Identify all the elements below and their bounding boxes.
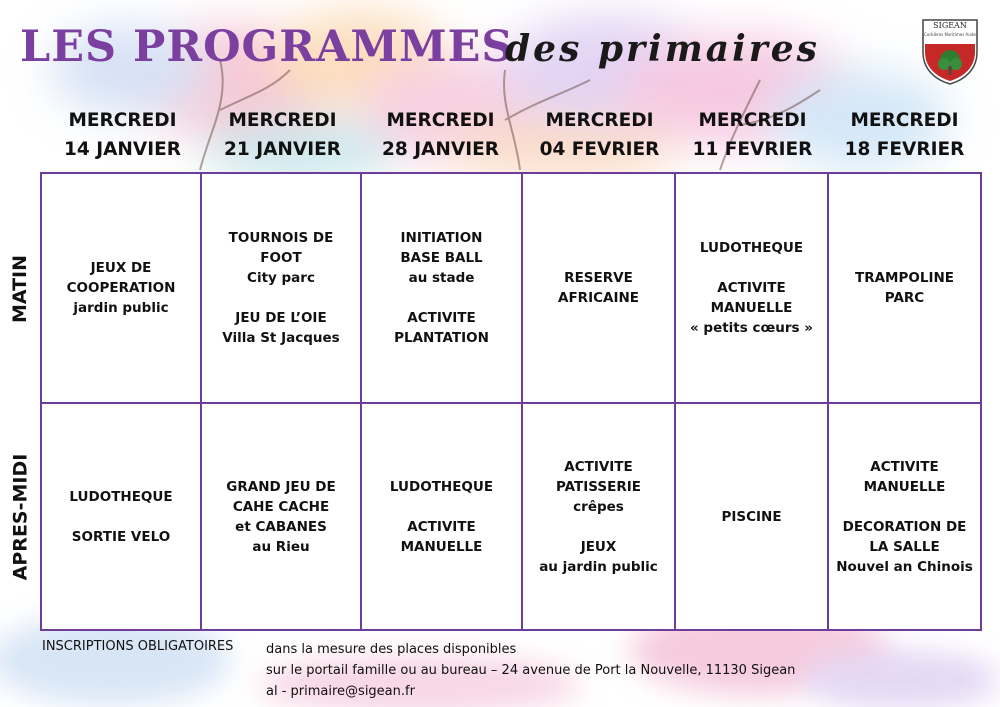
schedule-cell [42,404,202,629]
activity-line: Nouvel an Chinois [836,558,973,575]
activity-line: JEUX [580,538,617,555]
day-date: 18 FEVRIER [844,139,965,160]
activity-line: TOURNOIS DE [228,230,334,246]
day-date: 14 JANVIER [64,139,181,160]
activity-line: MANUELLE [710,300,793,316]
activity-line: MANUELLE [400,538,483,555]
registration-line: al - primaire@sigean.fr [266,684,415,699]
day-date: 28 JANVIER [382,139,499,160]
schedule-cell [829,404,980,629]
activity-line: et CABANES [235,518,327,535]
schedule-grid [40,172,982,631]
activity-line: BASE BALL [400,250,483,266]
activity-line: au stade [408,270,475,286]
schedule-cell [829,174,980,404]
activity-line: TRAMPOLINE [854,270,954,286]
activity-line: INITIATION [400,230,483,246]
row-label-text: APRES-MIDI [9,453,32,580]
schedule-cell [362,404,523,629]
crest-subtitle: Corbières Maritimes Aude [924,32,976,37]
schedule-cell [523,404,676,629]
schedule-cell [202,404,362,629]
activity-line: CAHE CACHE [232,498,330,515]
registration-label: INSCRIPTIONS OBLIGATOIRES [42,639,234,654]
activity-line: FOOT [260,250,302,266]
day-date: 11 FEVRIER [692,139,813,160]
day-label: MERCREDI [850,110,959,131]
day-label: MERCREDI [698,110,807,131]
activity-line: « petits cœurs » [689,320,813,336]
activity-line: MANUELLE [863,478,946,495]
activity-line: PATISSERIE [556,478,641,495]
activity-line: AFRICAINE [558,290,639,306]
activity-line: PLANTATION [394,330,489,346]
activity-line: crêpes [573,498,624,515]
activity-line: DECORATION DE [842,518,967,535]
activity-line: au Rieu [252,538,310,555]
day-label: MERCREDI [228,110,337,131]
activity-line: LA SALLE [869,538,940,555]
activity-line: LUDOTHEQUE [69,488,173,505]
activity-line: RESERVE [564,270,633,286]
activity-line: PARC [884,290,925,306]
page-subtitle: des primaires [505,28,820,70]
activity-line: ACTIVITE [870,458,939,475]
row-label-text: MATIN [9,254,32,324]
schedule-cell [42,174,202,404]
day-header [527,106,672,166]
row-label-morning [2,174,38,404]
schedule-cell [676,174,829,404]
day-header [210,106,355,166]
town-crest [920,18,980,86]
activity-line: ACTIVITE [564,458,633,475]
day-header [680,106,825,166]
activity-line: PISCINE [721,508,782,525]
activity-line: ACTIVITE [407,518,476,535]
activity-line: jardin public [73,300,169,316]
day-label: MERCREDI [386,110,495,131]
activity-line: City parc [247,270,315,286]
day-header [368,106,513,166]
schedule-cell [202,174,362,404]
activity-line: LUDOTHEQUE [699,240,804,256]
registration-line: dans la mesure des places disponibles [266,642,517,657]
activity-line: JEU DE L’OIE [235,310,327,326]
day-header [50,106,195,166]
day-label: MERCREDI [68,110,177,131]
activity-line: ACTIVITE [717,280,786,296]
activity-line: JEUX DE [90,260,152,276]
row-label-afternoon [2,404,38,629]
day-date: 04 FEVRIER [539,139,660,160]
schedule-cell [523,174,676,404]
activity-line: Villa St Jacques [222,330,340,346]
day-date: 21 JANVIER [224,139,341,160]
schedule-cell [362,174,523,404]
page-title: LES PROGRAMMES [20,22,514,72]
activity-line: SORTIE VELO [71,528,171,545]
activity-line: LUDOTHEQUE [389,478,494,495]
activity-line: GRAND JEU DE [226,478,336,495]
day-header [832,106,977,166]
registration-line: sur le portail famille ou au bureau – 24 avenue de Port la Nouvelle, 11130 Sigean [266,663,796,678]
day-label: MERCREDI [545,110,654,131]
activity-line: COOPERATION [66,280,176,296]
registration-details [266,639,795,702]
crest-town-name: SIGEAN [933,21,967,30]
activity-line: au jardin public [539,558,658,575]
activity-line: ACTIVITE [407,310,476,326]
schedule-cell [676,404,829,629]
